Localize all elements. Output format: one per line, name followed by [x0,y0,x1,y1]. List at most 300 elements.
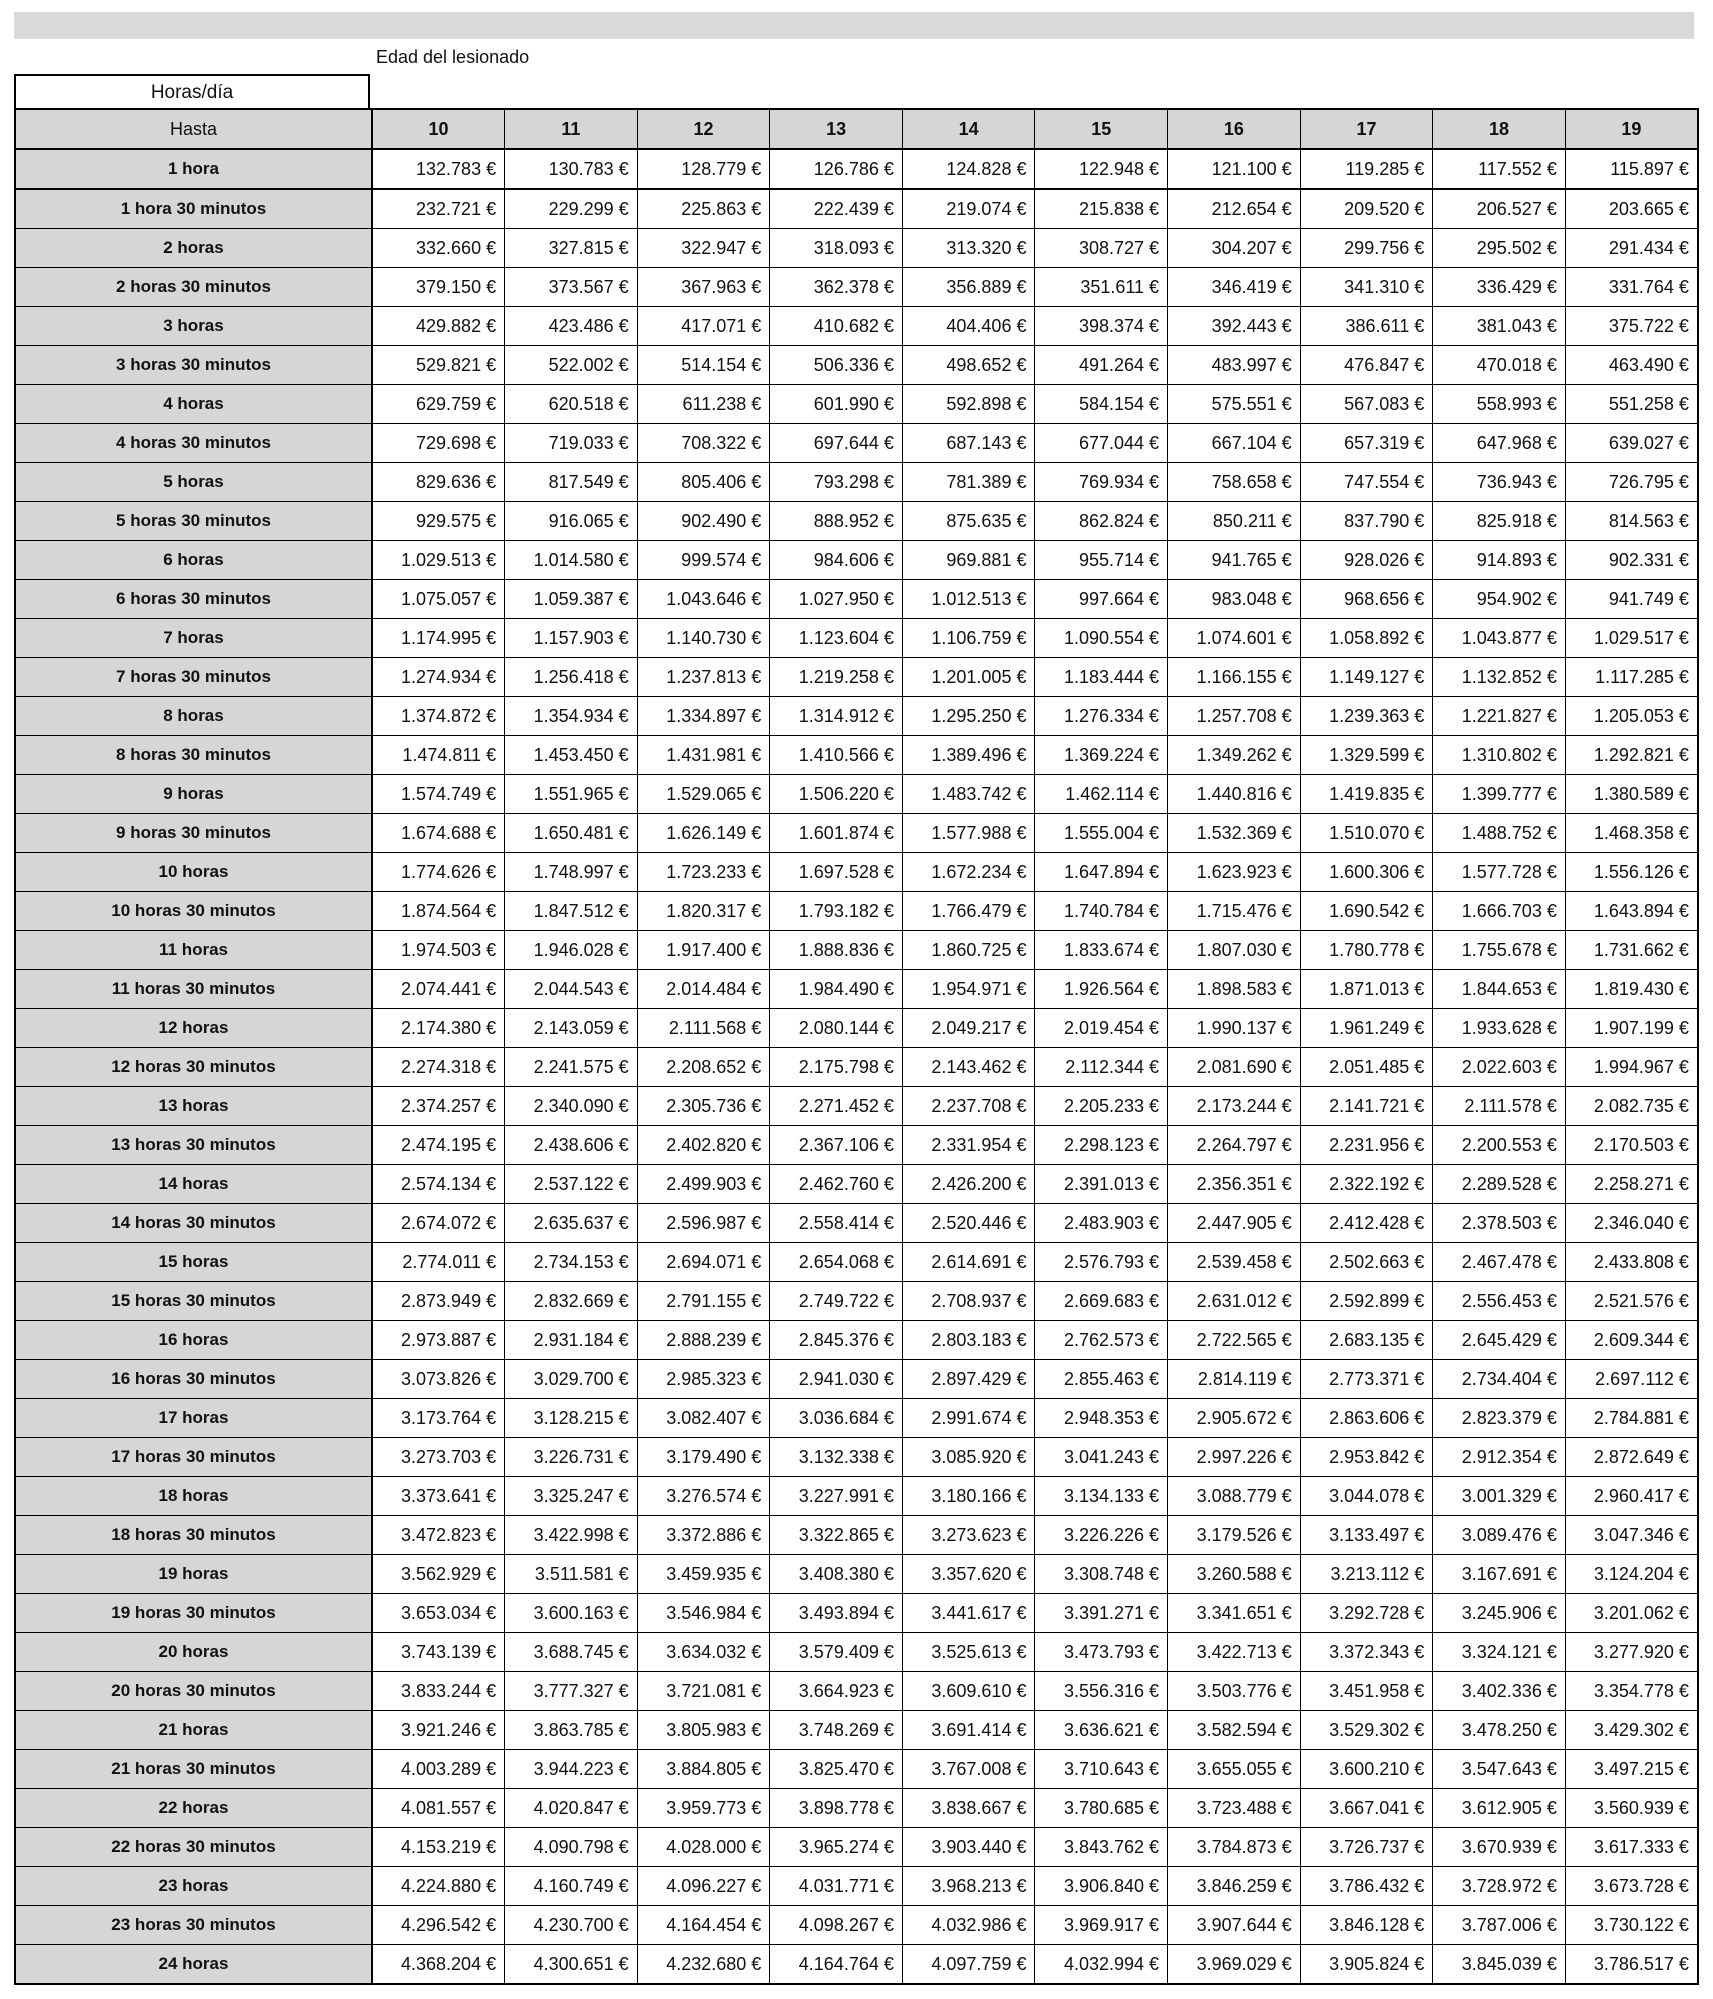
value-cell: 2.174.380 € [372,1009,505,1048]
value-cell: 2.044.543 € [505,970,638,1009]
value-cell: 3.180.166 € [902,1477,1035,1516]
row-label-cell: 6 horas 30 minutos [15,580,372,619]
value-cell: 291.434 € [1565,229,1698,268]
value-cell: 1.314.912 € [770,697,903,736]
value-cell: 4.090.798 € [505,1828,638,1867]
value-cell: 2.346.040 € [1565,1204,1698,1243]
value-cell: 379.150 € [372,268,505,307]
value-cell: 4.164.454 € [637,1906,770,1945]
table-row [15,1321,1698,1360]
value-cell: 3.838.667 € [902,1789,1035,1828]
value-cell: 2.855.463 € [1035,1360,1168,1399]
value-cell: 2.340.090 € [505,1087,638,1126]
row-label-cell: 22 horas [15,1789,372,1828]
value-cell: 2.438.606 € [505,1126,638,1165]
value-cell: 3.636.621 € [1035,1711,1168,1750]
value-cell: 2.558.414 € [770,1204,903,1243]
value-cell: 1.123.604 € [770,619,903,658]
value-cell: 1.994.967 € [1565,1048,1698,1087]
value-cell: 2.331.954 € [902,1126,1035,1165]
value-cell: 955.714 € [1035,541,1168,580]
row-label-cell: 23 horas [15,1867,372,1906]
value-cell: 2.520.446 € [902,1204,1035,1243]
value-cell: 126.786 € [770,149,903,189]
value-cell: 941.765 € [1168,541,1301,580]
value-cell: 647.968 € [1433,424,1566,463]
value-cell: 1.990.137 € [1168,1009,1301,1048]
row-label-cell: 15 horas 30 minutos [15,1282,372,1321]
value-cell: 2.237.708 € [902,1087,1035,1126]
value-cell: 2.953.842 € [1300,1438,1433,1477]
value-cell: 850.211 € [1168,502,1301,541]
value-cell: 3.402.336 € [1433,1672,1566,1711]
value-cell: 1.132.852 € [1433,658,1566,697]
value-cell: 4.160.749 € [505,1867,638,1906]
table-row [15,1867,1698,1906]
table-row [15,580,1698,619]
value-cell: 3.560.939 € [1565,1789,1698,1828]
value-cell: 3.600.163 € [505,1594,638,1633]
table-row [15,1945,1698,1985]
value-cell: 1.257.708 € [1168,697,1301,736]
table-row [15,1672,1698,1711]
value-cell: 3.667.041 € [1300,1789,1433,1828]
value-cell: 1.731.662 € [1565,931,1698,970]
table-row [15,229,1698,268]
value-cell: 2.367.106 € [770,1126,903,1165]
table-row [15,1282,1698,1321]
value-cell: 1.201.005 € [902,658,1035,697]
row-label-cell: 19 horas 30 minutos [15,1594,372,1633]
value-cell: 3.743.139 € [372,1633,505,1672]
value-cell: 3.213.112 € [1300,1555,1433,1594]
value-cell: 2.231.956 € [1300,1126,1433,1165]
table-row [15,853,1698,892]
value-cell: 3.201.062 € [1565,1594,1698,1633]
value-cell: 1.926.564 € [1035,970,1168,1009]
value-cell: 2.143.462 € [902,1048,1035,1087]
value-cell: 983.048 € [1168,580,1301,619]
value-cell: 522.002 € [505,346,638,385]
value-cell: 2.635.637 € [505,1204,638,1243]
value-cell: 3.227.991 € [770,1477,903,1516]
value-cell: 2.462.760 € [770,1165,903,1204]
row-label-cell: 5 horas 30 minutos [15,502,372,541]
value-cell: 629.759 € [372,385,505,424]
value-cell: 225.863 € [637,189,770,229]
value-cell: 3.845.039 € [1433,1945,1566,1985]
value-cell: 1.888.836 € [770,931,903,970]
value-cell: 3.609.610 € [902,1672,1035,1711]
row-label-cell: 5 horas [15,463,372,502]
value-cell: 3.372.886 € [637,1516,770,1555]
value-cell: 4.098.267 € [770,1906,903,1945]
value-cell: 3.226.226 € [1035,1516,1168,1555]
value-cell: 2.814.119 € [1168,1360,1301,1399]
value-cell: 862.824 € [1035,502,1168,541]
table-row [15,1750,1698,1789]
value-cell: 1.237.813 € [637,658,770,697]
value-cell: 3.721.081 € [637,1672,770,1711]
value-cell: 3.041.243 € [1035,1438,1168,1477]
value-cell: 941.749 € [1565,580,1698,619]
value-cell: 837.790 € [1300,502,1433,541]
value-cell: 3.898.778 € [770,1789,903,1828]
value-cell: 3.459.935 € [637,1555,770,1594]
value-cell: 463.490 € [1565,346,1698,385]
value-cell: 2.356.351 € [1168,1165,1301,1204]
table-row [15,1828,1698,1867]
value-cell: 3.354.778 € [1565,1672,1698,1711]
value-cell: 2.241.575 € [505,1048,638,1087]
value-cell: 1.410.566 € [770,736,903,775]
value-cell: 3.547.643 € [1433,1750,1566,1789]
table-row [15,541,1698,580]
value-cell: 130.783 € [505,149,638,189]
value-cell: 3.273.703 € [372,1438,505,1477]
value-cell: 2.019.454 € [1035,1009,1168,1048]
value-cell: 1.577.728 € [1433,853,1566,892]
value-cell: 2.694.071 € [637,1243,770,1282]
value-cell: 3.511.581 € [505,1555,638,1594]
value-cell: 3.846.128 € [1300,1906,1433,1945]
value-cell: 1.674.688 € [372,814,505,853]
value-cell: 3.085.920 € [902,1438,1035,1477]
value-cell: 2.433.808 € [1565,1243,1698,1282]
value-cell: 423.486 € [505,307,638,346]
value-cell: 1.577.988 € [902,814,1035,853]
row-label-cell: 1 hora [15,149,372,189]
value-cell: 2.499.903 € [637,1165,770,1204]
age-header-cell: 14 [902,109,1035,149]
row-label-cell: 6 horas [15,541,372,580]
value-cell: 928.026 € [1300,541,1433,580]
value-cell: 1.431.981 € [637,736,770,775]
value-cell: 2.762.573 € [1035,1321,1168,1360]
value-cell: 1.755.678 € [1433,931,1566,970]
hours-per-day-label: Horas/día [14,74,370,108]
value-cell: 2.674.072 € [372,1204,505,1243]
row-label-cell: 12 horas 30 minutos [15,1048,372,1087]
value-cell: 2.143.059 € [505,1009,638,1048]
row-label-cell: 18 horas [15,1477,372,1516]
age-header-cell: 16 [1168,109,1301,149]
row-label-cell: 16 horas [15,1321,372,1360]
value-cell: 2.985.323 € [637,1360,770,1399]
value-cell: 2.948.353 € [1035,1399,1168,1438]
value-cell: 2.774.011 € [372,1243,505,1282]
value-cell: 2.654.068 € [770,1243,903,1282]
table-row [15,1477,1698,1516]
row-label-cell: 11 horas [15,931,372,970]
value-cell: 373.567 € [505,268,638,307]
value-cell: 3.903.440 € [902,1828,1035,1867]
value-cell: 969.881 € [902,541,1035,580]
value-cell: 470.018 € [1433,346,1566,385]
value-cell: 3.907.644 € [1168,1906,1301,1945]
value-cell: 404.406 € [902,307,1035,346]
value-cell: 3.047.346 € [1565,1516,1698,1555]
value-cell: 1.600.306 € [1300,853,1433,892]
value-cell: 209.520 € [1300,189,1433,229]
row-label-cell: 7 horas 30 minutos [15,658,372,697]
table-row [15,1789,1698,1828]
value-cell: 336.429 € [1433,268,1566,307]
value-cell: 3.723.488 € [1168,1789,1301,1828]
value-cell: 2.112.344 € [1035,1048,1168,1087]
value-cell: 4.028.000 € [637,1828,770,1867]
value-cell: 954.902 € [1433,580,1566,619]
value-cell: 1.014.580 € [505,541,638,580]
value-cell: 3.451.958 € [1300,1672,1433,1711]
value-cell: 2.897.429 € [902,1360,1035,1399]
value-cell: 232.721 € [372,189,505,229]
value-cell: 381.043 € [1433,307,1566,346]
value-cell: 1.027.950 € [770,580,903,619]
value-cell: 3.655.055 € [1168,1750,1301,1789]
value-cell: 3.473.793 € [1035,1633,1168,1672]
value-cell: 2.576.793 € [1035,1243,1168,1282]
value-cell: 2.631.012 € [1168,1282,1301,1321]
value-cell: 2.697.112 € [1565,1360,1698,1399]
value-cell: 3.905.824 € [1300,1945,1433,1985]
value-cell: 410.682 € [770,307,903,346]
value-cell: 1.529.065 € [637,775,770,814]
value-cell: 3.133.497 € [1300,1516,1433,1555]
value-cell: 122.948 € [1035,149,1168,189]
value-cell: 3.422.998 € [505,1516,638,1555]
value-cell: 215.838 € [1035,189,1168,229]
value-cell: 2.722.565 € [1168,1321,1301,1360]
value-cell: 2.374.257 € [372,1087,505,1126]
row-label-cell: 15 horas [15,1243,372,1282]
value-cell: 3.653.034 € [372,1594,505,1633]
value-cell: 1.643.894 € [1565,892,1698,931]
value-cell: 2.574.134 € [372,1165,505,1204]
table-row [15,1243,1698,1282]
value-cell: 398.374 € [1035,307,1168,346]
value-cell: 3.292.728 € [1300,1594,1433,1633]
value-cell: 1.748.997 € [505,853,638,892]
value-cell: 3.562.929 € [372,1555,505,1594]
value-cell: 639.027 € [1565,424,1698,463]
table-row [15,775,1698,814]
value-cell: 914.893 € [1433,541,1566,580]
value-cell: 1.874.564 € [372,892,505,931]
table-row [15,385,1698,424]
value-cell: 1.666.703 € [1433,892,1566,931]
value-cell: 4.020.847 € [505,1789,638,1828]
value-cell: 1.274.934 € [372,658,505,697]
row-label-cell: 3 horas [15,307,372,346]
value-cell: 825.918 € [1433,502,1566,541]
value-cell: 1.780.778 € [1300,931,1433,970]
table-row [15,658,1698,697]
value-cell: 736.943 € [1433,463,1566,502]
value-cell: 1.556.126 € [1565,853,1698,892]
table-row [15,463,1698,502]
value-cell: 667.104 € [1168,424,1301,463]
value-cell: 308.727 € [1035,229,1168,268]
value-cell: 2.872.649 € [1565,1438,1698,1477]
table-row [15,424,1698,463]
value-cell: 2.391.013 € [1035,1165,1168,1204]
value-cell: 769.934 € [1035,463,1168,502]
value-cell: 3.036.684 € [770,1399,903,1438]
value-cell: 331.764 € [1565,268,1698,307]
value-cell: 119.285 € [1300,149,1433,189]
value-cell: 1.221.827 € [1433,697,1566,736]
value-cell: 2.200.553 € [1433,1126,1566,1165]
row-label-cell: 22 horas 30 minutos [15,1828,372,1867]
value-cell: 2.412.428 € [1300,1204,1433,1243]
value-cell: 2.014.484 € [637,970,770,1009]
value-cell: 2.773.371 € [1300,1360,1433,1399]
value-cell: 3.728.972 € [1433,1867,1566,1906]
value-cell: 304.207 € [1168,229,1301,268]
table-row [15,268,1698,307]
table-row [15,1555,1698,1594]
value-cell: 1.697.528 € [770,853,903,892]
value-cell: 2.521.576 € [1565,1282,1698,1321]
value-cell: 2.141.721 € [1300,1087,1433,1126]
value-cell: 1.419.835 € [1300,775,1433,814]
value-cell: 1.074.601 € [1168,619,1301,658]
value-cell: 2.426.200 € [902,1165,1035,1204]
value-cell: 1.860.725 € [902,931,1035,970]
value-cell: 1.766.479 € [902,892,1035,931]
row-label-cell: 24 horas [15,1945,372,1985]
value-cell: 4.153.219 € [372,1828,505,1867]
value-cell: 3.325.247 € [505,1477,638,1516]
value-cell: 514.154 € [637,346,770,385]
value-cell: 356.889 € [902,268,1035,307]
value-cell: 3.710.643 € [1035,1750,1168,1789]
value-cell: 299.756 € [1300,229,1433,268]
value-cell: 124.828 € [902,149,1035,189]
value-cell: 1.715.476 € [1168,892,1301,931]
value-cell: 2.669.683 € [1035,1282,1168,1321]
value-cell: 1.650.481 € [505,814,638,853]
value-cell: 2.683.135 € [1300,1321,1433,1360]
value-cell: 3.786.432 € [1300,1867,1433,1906]
value-cell: 2.749.722 € [770,1282,903,1321]
value-cell: 968.656 € [1300,580,1433,619]
value-cell: 2.912.354 € [1433,1438,1566,1477]
value-cell: 3.260.588 € [1168,1555,1301,1594]
value-cell: 2.537.122 € [505,1165,638,1204]
value-cell: 1.453.450 € [505,736,638,775]
value-cell: 719.033 € [505,424,638,463]
row-label-cell: 20 horas 30 minutos [15,1672,372,1711]
value-cell: 1.149.127 € [1300,658,1433,697]
value-cell: 506.336 € [770,346,903,385]
value-cell: 2.173.244 € [1168,1087,1301,1126]
value-cell: 575.551 € [1168,385,1301,424]
row-header-cell: Hasta [15,109,372,149]
value-cell: 3.968.213 € [902,1867,1035,1906]
row-label-cell: 10 horas [15,853,372,892]
value-cell: 1.369.224 € [1035,736,1168,775]
value-cell: 984.606 € [770,541,903,580]
value-cell: 3.777.327 € [505,1672,638,1711]
value-cell: 620.518 € [505,385,638,424]
value-cell: 1.474.811 € [372,736,505,775]
value-cell: 2.592.899 € [1300,1282,1433,1321]
value-cell: 3.179.526 € [1168,1516,1301,1555]
value-cell: 4.224.880 € [372,1867,505,1906]
value-cell: 219.074 € [902,189,1035,229]
value-cell: 2.081.690 € [1168,1048,1301,1087]
value-cell: 2.447.905 € [1168,1204,1301,1243]
value-cell: 3.884.805 € [637,1750,770,1789]
value-cell: 1.907.199 € [1565,1009,1698,1048]
value-cell: 1.793.182 € [770,892,903,931]
table-header-row [15,109,1698,149]
value-cell: 677.044 € [1035,424,1168,463]
table-row [15,189,1698,229]
value-cell: 2.074.441 € [372,970,505,1009]
value-cell: 2.170.503 € [1565,1126,1698,1165]
value-cell: 611.238 € [637,385,770,424]
row-label-cell: 8 horas 30 minutos [15,736,372,775]
value-cell: 1.601.874 € [770,814,903,853]
value-cell: 567.083 € [1300,385,1433,424]
value-cell: 1.551.965 € [505,775,638,814]
value-cell: 313.320 € [902,229,1035,268]
value-cell: 2.863.606 € [1300,1399,1433,1438]
value-cell: 2.645.429 € [1433,1321,1566,1360]
value-cell: 1.984.490 € [770,970,903,1009]
value-cell: 1.219.258 € [770,658,903,697]
value-cell: 2.474.195 € [372,1126,505,1165]
value-cell: 362.378 € [770,268,903,307]
value-cell: 351.611 € [1035,268,1168,307]
value-cell: 1.506.220 € [770,775,903,814]
value-cell: 601.990 € [770,385,903,424]
value-cell: 375.722 € [1565,307,1698,346]
value-cell: 4.164.764 € [770,1945,903,1985]
value-cell: 3.277.920 € [1565,1633,1698,1672]
value-cell: 3.167.691 € [1433,1555,1566,1594]
value-cell: 4.081.557 € [372,1789,505,1828]
age-header-cell: 19 [1565,109,1698,149]
row-label-cell: 13 horas 30 minutos [15,1126,372,1165]
table-row [15,1087,1698,1126]
value-cell: 4.296.542 € [372,1906,505,1945]
value-cell: 4.368.204 € [372,1945,505,1985]
value-cell: 1.483.742 € [902,775,1035,814]
value-cell: 1.157.903 € [505,619,638,658]
value-cell: 1.555.004 € [1035,814,1168,853]
value-cell: 1.183.444 € [1035,658,1168,697]
value-cell: 3.546.984 € [637,1594,770,1633]
row-label-cell: 12 horas [15,1009,372,1048]
value-cell: 2.888.239 € [637,1321,770,1360]
value-cell: 2.845.376 € [770,1321,903,1360]
value-cell: 1.946.028 € [505,931,638,970]
value-cell: 2.271.452 € [770,1087,903,1126]
value-cell: 529.821 € [372,346,505,385]
value-cell: 1.774.626 € [372,853,505,892]
value-cell: 1.462.114 € [1035,775,1168,814]
value-cell: 3.600.210 € [1300,1750,1433,1789]
value-cell: 3.780.685 € [1035,1789,1168,1828]
value-cell: 793.298 € [770,463,903,502]
value-cell: 3.673.728 € [1565,1867,1698,1906]
value-cell: 1.847.512 € [505,892,638,931]
value-cell: 2.991.674 € [902,1399,1035,1438]
